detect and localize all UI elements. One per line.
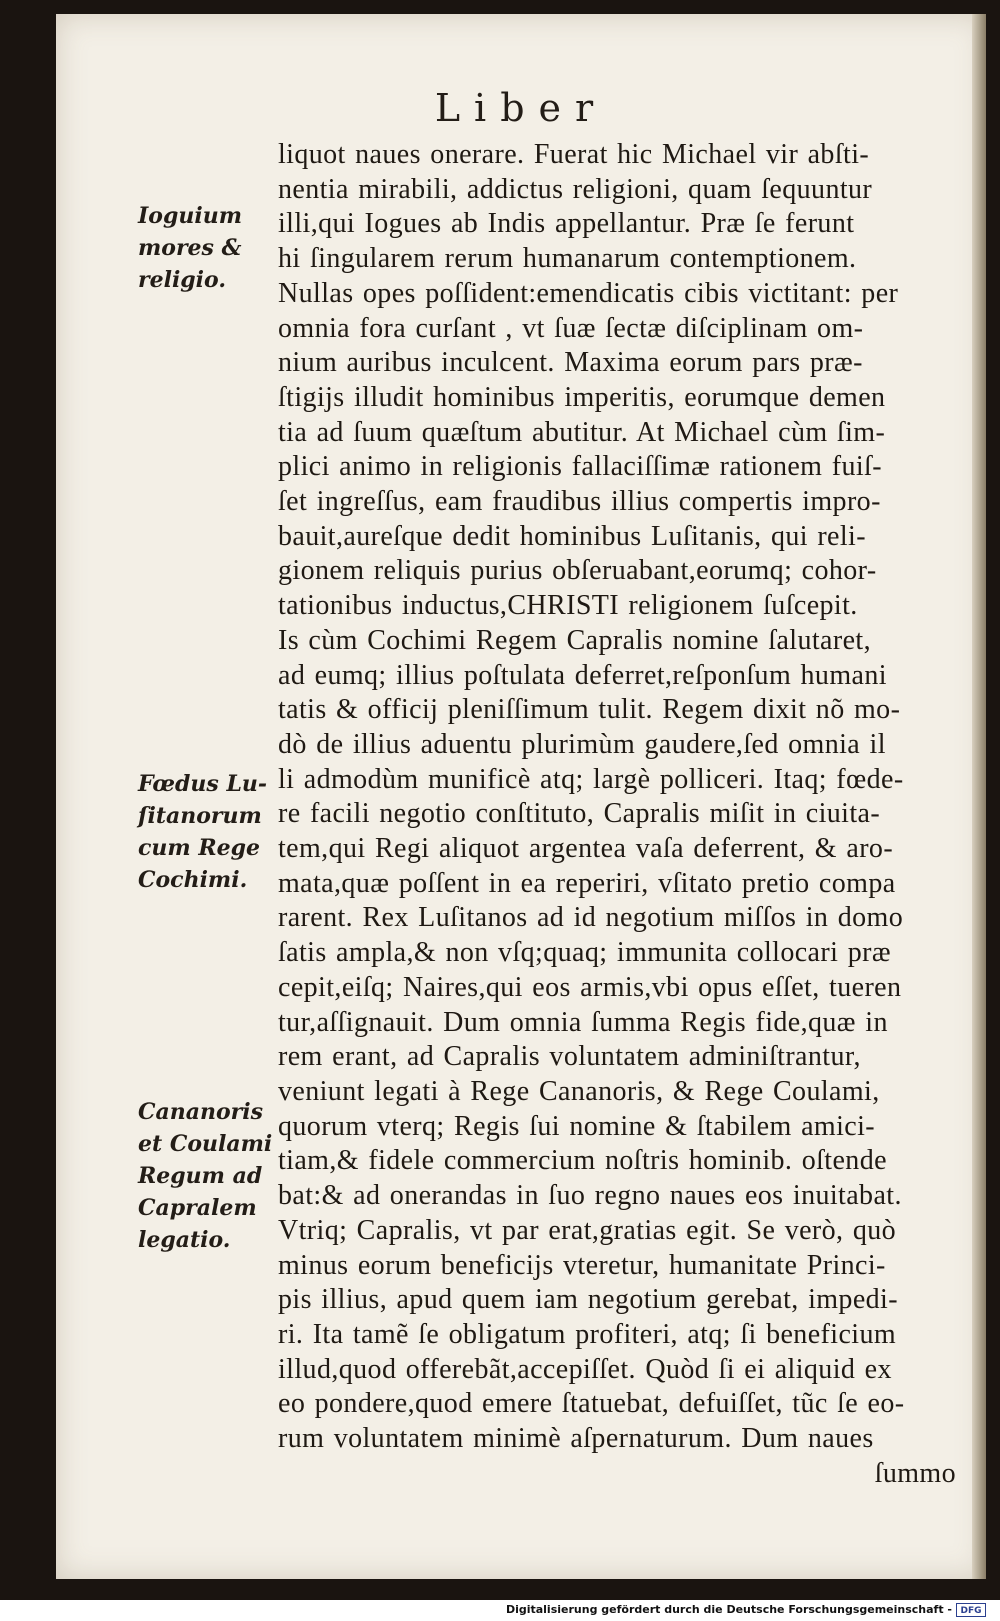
text-line: minus eorum beneficijs vteretur, humanitate Princi- bbox=[278, 1249, 886, 1281]
text-line: illud,quod offerebãt,accepiſſet. Quòd ſi ei aliquid ex bbox=[278, 1353, 892, 1385]
text-line: cepit,eiſq; Naires,qui eos armis,vbi opus eſſet, tueren bbox=[278, 971, 902, 1003]
text-line: bauit,aureſque dedit hominibus Luſitanis, qui reli- bbox=[278, 520, 866, 552]
dfg-logo: DFG bbox=[956, 1603, 986, 1617]
text-line: tiam,& fidele commercium noſtris hominib. oſtende bbox=[278, 1145, 887, 1177]
text-line: rum voluntatem minimè aſpernaturum. Dum naues bbox=[278, 1423, 874, 1455]
text-line: ad eumq; illius poſtulata deferret,reſponſum humani bbox=[278, 659, 887, 691]
funding-credit: Digitalisierung gefördert durch die Deutsche Forschungsgemeinschaft - bbox=[505, 1603, 952, 1616]
text-line: rarent. Rex Luſitanos ad id negotium miſſos in domo bbox=[278, 902, 904, 934]
text-line: nium auribus inculcent. Maxima eorum pars præ- bbox=[278, 347, 863, 379]
margin-note-line: Capralem bbox=[138, 1195, 257, 1221]
margin-note-cananoris bbox=[138, 1096, 272, 1256]
text-line: re facili negotio conſtituto, Capralis miſit in ciuita- bbox=[278, 798, 881, 830]
text-line: ri. Ita tamẽ ſe obligatum profiteri, atq; ſi beneficium bbox=[278, 1318, 897, 1350]
text-line: quorum vterq; Regis ſui nomine & ſtabilem amici- bbox=[278, 1110, 875, 1142]
text-line: Is cùm Cochimi Regem Capralis nomine ſalutaret, bbox=[278, 624, 872, 656]
margin-note-line: ſitanorum bbox=[138, 803, 262, 829]
text-line: rem erant, ad Capralis voluntatem adminiſtrantur, bbox=[278, 1041, 861, 1073]
text-line: dò de illius aduentu plurimùm gaudere,ſed omnia il bbox=[278, 728, 886, 760]
text-line: hi ſingularem rerum humanarum contemptionem. bbox=[278, 243, 857, 275]
text-line: Vtriq; Capralis, vt par erat,gratias egit. Se verò, quò bbox=[278, 1214, 897, 1246]
text-line: nentia mirabili, addictus religioni, quam ſequuntur bbox=[278, 173, 873, 205]
margin-note-line: Regum ad bbox=[138, 1163, 263, 1189]
text-line: li admodùm munificè atq; largè polliceri. Itaq; fœde- bbox=[278, 763, 904, 795]
text-line: ſtigijs illudit hominibus imperitis, eorumque demen bbox=[278, 381, 886, 413]
margin-note-line: Cochimi. bbox=[138, 867, 248, 893]
text-line: illi,qui Iogues ab Indis appellantur. Præ ſe ferunt bbox=[278, 208, 855, 240]
margin-note-line: legatio. bbox=[138, 1227, 231, 1253]
margin-note-ioguium bbox=[138, 200, 242, 296]
margin-note-line: et Coulami bbox=[138, 1131, 273, 1157]
text-line: ſet ingreſſus, eam fraudibus illius compertis impro- bbox=[278, 486, 881, 518]
margin-note-foedus bbox=[138, 768, 267, 896]
margin-note-line: religio. bbox=[138, 267, 226, 293]
margin-note-line: cum Rege bbox=[138, 835, 260, 861]
running-head: Liber bbox=[434, 86, 608, 130]
text-line: omnia fora curſant , vt ſuæ ſectæ diſciplinam om- bbox=[278, 312, 864, 344]
margin-note-line: Ioguium bbox=[138, 203, 242, 229]
text-line: bat:& ad onerandas in ſuo regno naues eos inuitabat. bbox=[278, 1180, 902, 1212]
text-line: mata,quæ poſſent in ea reperiri, vſitato pretio compa bbox=[278, 867, 896, 899]
main-text-block bbox=[278, 138, 978, 1491]
text-line: tem,qui Regi aliquot argentea vaſa deferrent, & aro- bbox=[278, 833, 894, 865]
text-line: Nullas opes poſſident:emendicatis cibis victitant: per bbox=[278, 277, 899, 309]
text-line: plici animo in religionis fallaciſſimæ rationem fuiſ- bbox=[278, 451, 882, 483]
text-line: tia ad ſuum quæſtum abutitur. At Michael cùm ſim- bbox=[278, 416, 886, 448]
text-line: gionem reliquis purius obſeruabant,eorumq; cohor- bbox=[278, 555, 877, 587]
text-line: liquot naues onerare. Fuerat hic Michael vir abſti- bbox=[278, 139, 870, 170]
margin-note-line: mores & bbox=[138, 235, 242, 261]
text-line: tationibus inductus,CHRISTI religionem ſuſcepit. bbox=[278, 590, 858, 622]
text-line: tatis & officij pleniſſimum tulit. Regem dixit nõ mo- bbox=[278, 694, 901, 726]
text-line: ſatis ampla,& non vſq;quaq; immunita collocari præ bbox=[278, 937, 891, 969]
footer-bar bbox=[0, 1600, 1000, 1621]
text-line: veniunt legati à Rege Cananoris, & Rege Coulami, bbox=[278, 1075, 880, 1107]
text-line: tur,aſſignauit. Dum omnia ſumma Regis fide,quæ in bbox=[278, 1006, 888, 1038]
text-line: pis illius, apud quem iam negotium gerebat, impedi- bbox=[278, 1284, 898, 1316]
margin-note-line: Fœdus Lu- bbox=[138, 771, 268, 797]
text-line: eo pondere,quod emere ſtatuebat, defuiſſet, tũc ſe eo- bbox=[278, 1388, 905, 1420]
margin-note-line: Cananoris bbox=[138, 1099, 264, 1125]
catchword: ſummo bbox=[874, 1457, 956, 1489]
book-page bbox=[56, 14, 986, 1579]
